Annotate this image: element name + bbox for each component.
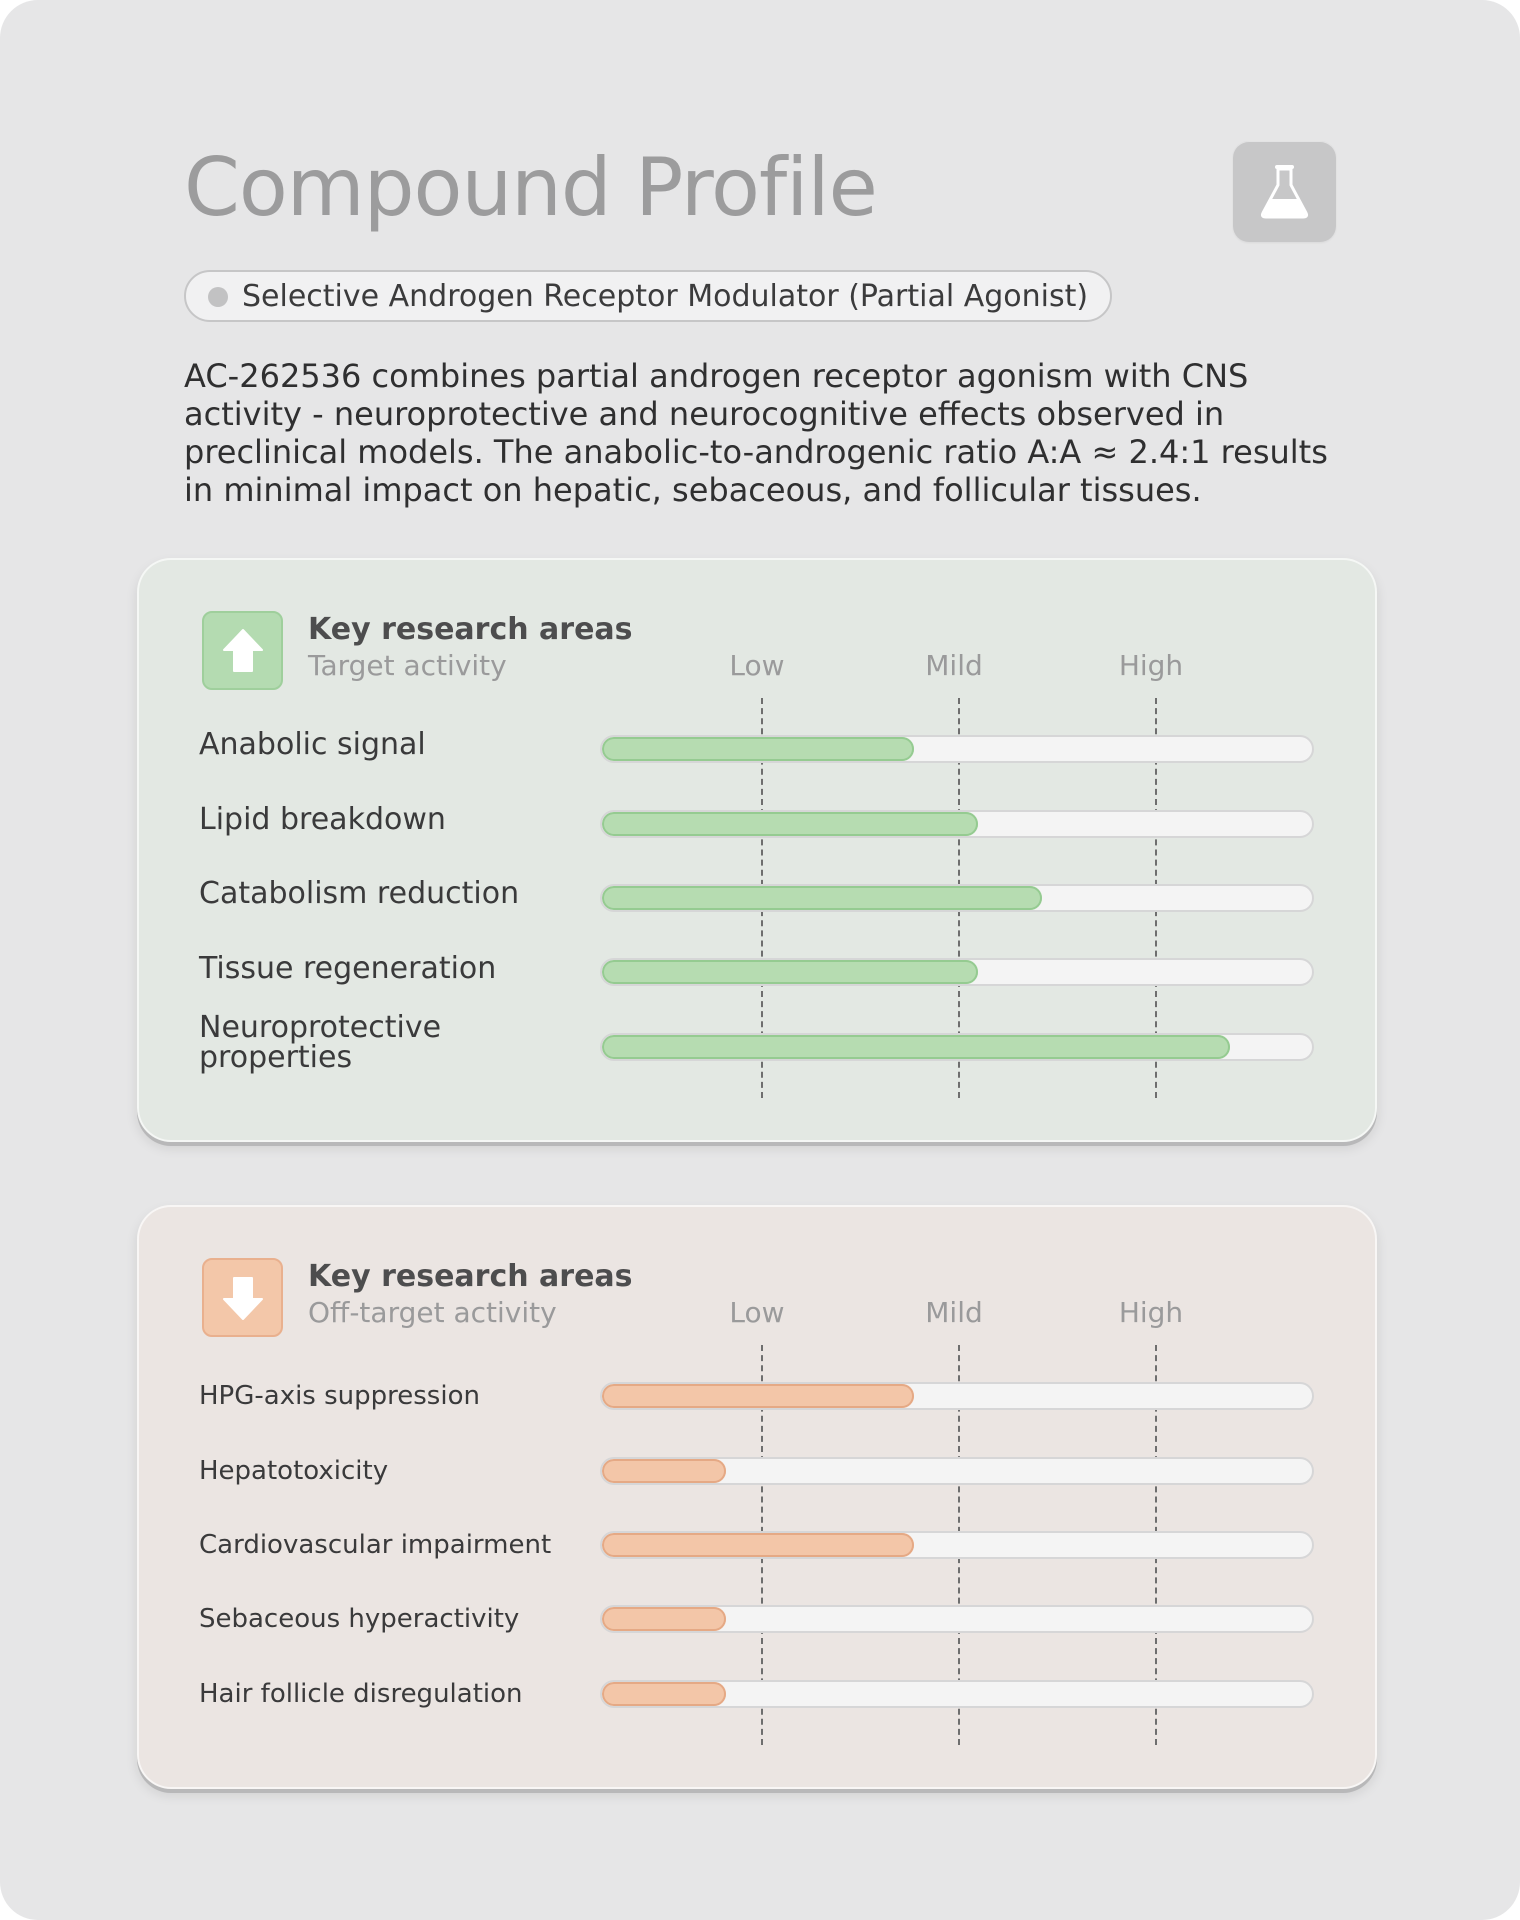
level-high-label: High (1118, 649, 1184, 682)
row-label-catabolism-reduction: Catabolism reduction (199, 876, 520, 911)
status-dot (208, 287, 228, 307)
level-low-label: Low (729, 1296, 785, 1329)
level-low-label: Low (729, 649, 785, 682)
arrow-down-icon (221, 1274, 265, 1322)
bar-track-tissue-regeneration (600, 958, 1314, 986)
card-subtitle: Target activity (308, 649, 507, 682)
bar-fill-sebaceous-hyperactivity (602, 1607, 726, 1631)
bar-fill-tissue-regeneration (602, 960, 978, 984)
card-title: Key research areas (308, 1259, 633, 1294)
compound-description: AC-262536 combines partial androgen receptor agonism with CNS activity - neuroprotective and neurocognitive effects observed in preclinical models. The anabolic-to-androgenic ratio A:A ≈ 2.4:1 results in minimal impact on hepatic, sebaceous, and follicular tissues. (184, 357, 1328, 509)
bar-track-hepatotoxicity (600, 1457, 1314, 1485)
row-label-lipid-breakdown: Lipid breakdown (199, 802, 446, 837)
page-title: Compound Profile (184, 141, 877, 234)
flask-icon-button[interactable] (1233, 141, 1336, 242)
bar-track-cardiovascular-impairment (600, 1531, 1314, 1559)
bar-track-lipid-breakdown (600, 810, 1314, 838)
row-label-anabolic-signal: Anabolic signal (199, 727, 426, 762)
bar-track-catabolism-reduction (600, 884, 1314, 912)
bar-track-neuroprotective-properties (600, 1033, 1314, 1061)
arrow-down-badge (202, 1258, 283, 1337)
bar-fill-lipid-breakdown (602, 812, 978, 836)
bar-fill-hair-follicle-disregulation (602, 1682, 726, 1706)
row-label-cardiovascular-impairment: Cardiovascular impairment (199, 1530, 552, 1560)
card-subtitle: Off-target activity (308, 1296, 557, 1329)
bar-fill-hpg-axis-suppression (602, 1384, 914, 1408)
level-mild-label: Mild (925, 1296, 983, 1329)
bar-fill-anabolic-signal (602, 737, 914, 761)
bar-fill-cardiovascular-impairment (602, 1533, 914, 1557)
row-label-tissue-regeneration: Tissue regeneration (199, 951, 497, 986)
row-label-hepatotoxicity: Hepatotoxicity (199, 1456, 389, 1486)
off-target-activity-card (137, 1205, 1377, 1789)
level-high-label: High (1118, 1296, 1184, 1329)
card-title: Key research areas (308, 612, 633, 647)
bar-fill-catabolism-reduction (602, 886, 1042, 910)
bar-track-sebaceous-hyperactivity (600, 1605, 1314, 1633)
row-label-hpg-axis-suppression: HPG-axis suppression (199, 1381, 480, 1411)
flask-icon (1259, 163, 1310, 219)
classification-badge (184, 270, 1112, 322)
bar-fill-hepatotoxicity (602, 1459, 726, 1483)
row-label-sebaceous-hyperactivity: Sebaceous hyperactivity (199, 1604, 520, 1634)
level-mild-label: Mild (925, 649, 983, 682)
bar-track-hpg-axis-suppression (600, 1382, 1314, 1410)
bar-track-hair-follicle-disregulation (600, 1680, 1314, 1708)
row-label-hair-follicle-disregulation: Hair follicle disregulation (199, 1679, 523, 1709)
bar-track-anabolic-signal (600, 735, 1314, 763)
classification-text: Selective Androgen Receptor Modulator (Partial Agonist) (242, 278, 1089, 314)
target-activity-card (137, 558, 1377, 1142)
row-label-neuroprotective-properties: Neuroprotective properties (199, 1010, 442, 1075)
arrow-up-badge (202, 611, 283, 690)
bar-fill-neuroprotective-properties (602, 1035, 1230, 1059)
arrow-up-icon (221, 627, 265, 675)
